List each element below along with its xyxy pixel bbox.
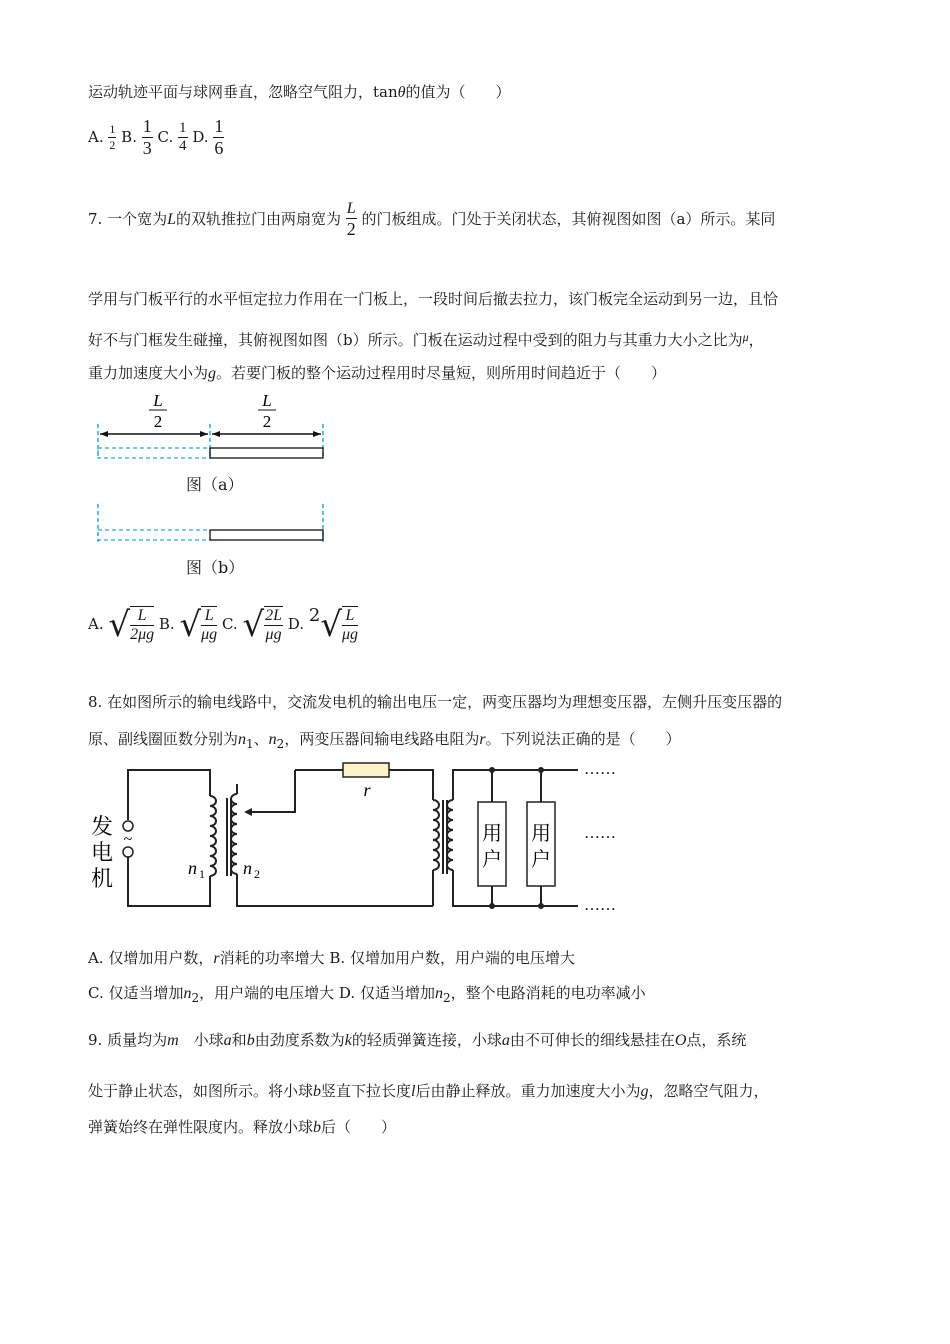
svg-text:n: n xyxy=(188,858,197,878)
q7-options xyxy=(88,605,358,645)
q8-stem-line1: 8. 在如图所示的输电线路中，交流发电机的输出电压一定，两变压器均为理想变压器，左侧升压变压器的 xyxy=(88,693,783,711)
q7-stem-line1: 7. 一个宽为L的双轨推拉门由两扇宽为 $\frac{L}{2}$ 的门板组成。门处于关闭状态，其俯视图如图（a）所示。某同 xyxy=(88,200,776,239)
q7-option-a[interactable]: A. √ $\frac{L}{2\mu g}$ xyxy=(88,605,155,645)
svg-text:2: 2 xyxy=(254,867,260,881)
door-panel-front-b xyxy=(210,530,323,540)
q9-stem-line2: 处于静止状态，如图所示。将小球b竖直下拉长度l后由静止释放。重力加速度大小为g，忽略空气阻力， xyxy=(88,1082,769,1100)
q7-stem-line4: 重力加速度大小为g。若要门板的整个运动过程用时尽量短，则所用时间趋近于（ ） xyxy=(88,364,667,382)
q6-option-c[interactable]: C. $\frac{1}{4}$ xyxy=(157,120,187,154)
q7-stem-line3: 好不与门框发生碰撞，其俯视图如图（b）所示。门板在运动过程中受到的阻力与其重力大小之比为$^\mu$， xyxy=(88,330,764,349)
generator-terminal-top xyxy=(123,821,133,831)
svg-text:用: 用 xyxy=(482,821,502,845)
svg-text:电: 电 xyxy=(90,841,114,866)
svg-text:用: 用 xyxy=(531,821,551,845)
q7-stem-line2: 学用与门板平行的水平恒定拉力作用在一门板上，一段时间后撤去拉力，该门板完全运动到另一边，且恰 xyxy=(88,290,779,308)
door-panel-front-a xyxy=(210,448,323,458)
svg-text:1: 1 xyxy=(199,867,205,881)
q8-option-c[interactable]: C. 仅适当增加$n_2$，用户端的电压增大 xyxy=(88,984,335,1005)
q8-option-d[interactable]: D. 仅适当增加$n_2$，整个电路消耗的电功率减小 xyxy=(338,984,646,1005)
label-half-L-left: L xyxy=(153,392,163,410)
q7-option-b[interactable]: B. √ $\frac{L}{\mu g}$ xyxy=(158,605,218,645)
svg-text:r: r xyxy=(363,780,371,800)
svg-text:~: ~ xyxy=(123,831,133,848)
q6-options xyxy=(88,116,224,159)
door-panel-back-b xyxy=(98,530,210,540)
q9-stem-line3: 弹簧始终在弹性限度内。释放小球b后（ ） xyxy=(88,1118,397,1136)
q6-option-b[interactable]: B. $\frac{1}{3}$ xyxy=(121,116,152,158)
svg-text:2: 2 xyxy=(153,412,163,431)
svg-text:机: 机 xyxy=(90,867,114,892)
svg-text:户: 户 xyxy=(531,847,551,871)
dots-top: …… xyxy=(584,761,616,778)
q7-option-c[interactable]: C. √ $\frac{2L}{\mu g}$ xyxy=(221,605,283,645)
q8-options-cd xyxy=(88,983,646,1008)
q8-option-b[interactable]: B. 仅增加用户数，用户端的电压增大 xyxy=(329,949,575,967)
q6-option-a[interactable]: A. $\frac{1}{2}$ xyxy=(88,122,116,152)
door-panel-back-a xyxy=(98,448,210,458)
dots-bottom: …… xyxy=(584,897,616,914)
q7-option-d[interactable]: D. 2√ $\frac{L}{\mu g}$ xyxy=(287,605,358,645)
q8-options-ab xyxy=(88,948,575,969)
q8-stem-line2: 原、副线圈匝数分别为$n_1$、$n_2$，两变压器间输电线路电阻为r。下列说法正确的是（ ） xyxy=(88,730,681,751)
q6-option-d[interactable]: D. $\frac{1}{6}$ xyxy=(192,116,224,158)
q6-stem: 运动轨迹平面与球网垂直，忽略空气阻力，tanθ的值为（ ） xyxy=(88,83,511,101)
label-half-L-right: L xyxy=(262,392,272,410)
svg-text:发: 发 xyxy=(90,815,114,840)
q9-stem-line1: 9. 质量均为m 小球a和b由劲度系数为k的轻质弹簧连接，小球a由不可伸长的细线悬挂在O点，系统 xyxy=(88,1031,747,1049)
q8-option-a[interactable]: A. 仅增加用户数，r消耗的功率增大 xyxy=(88,949,325,967)
svg-text:户: 户 xyxy=(482,847,502,871)
generator-terminal-bottom xyxy=(123,847,133,857)
fig-a-caption: 图（a） xyxy=(186,475,244,494)
fig-b-caption: 图（b） xyxy=(186,558,245,577)
dots-middle: …… xyxy=(584,825,616,842)
q8-circuit-diagram xyxy=(88,756,648,916)
q7-half-width-fraction: $\frac{L}{2}$ xyxy=(346,200,356,239)
svg-text:2: 2 xyxy=(262,412,272,431)
svg-text:n: n xyxy=(243,858,252,878)
resistor-r xyxy=(343,763,389,777)
